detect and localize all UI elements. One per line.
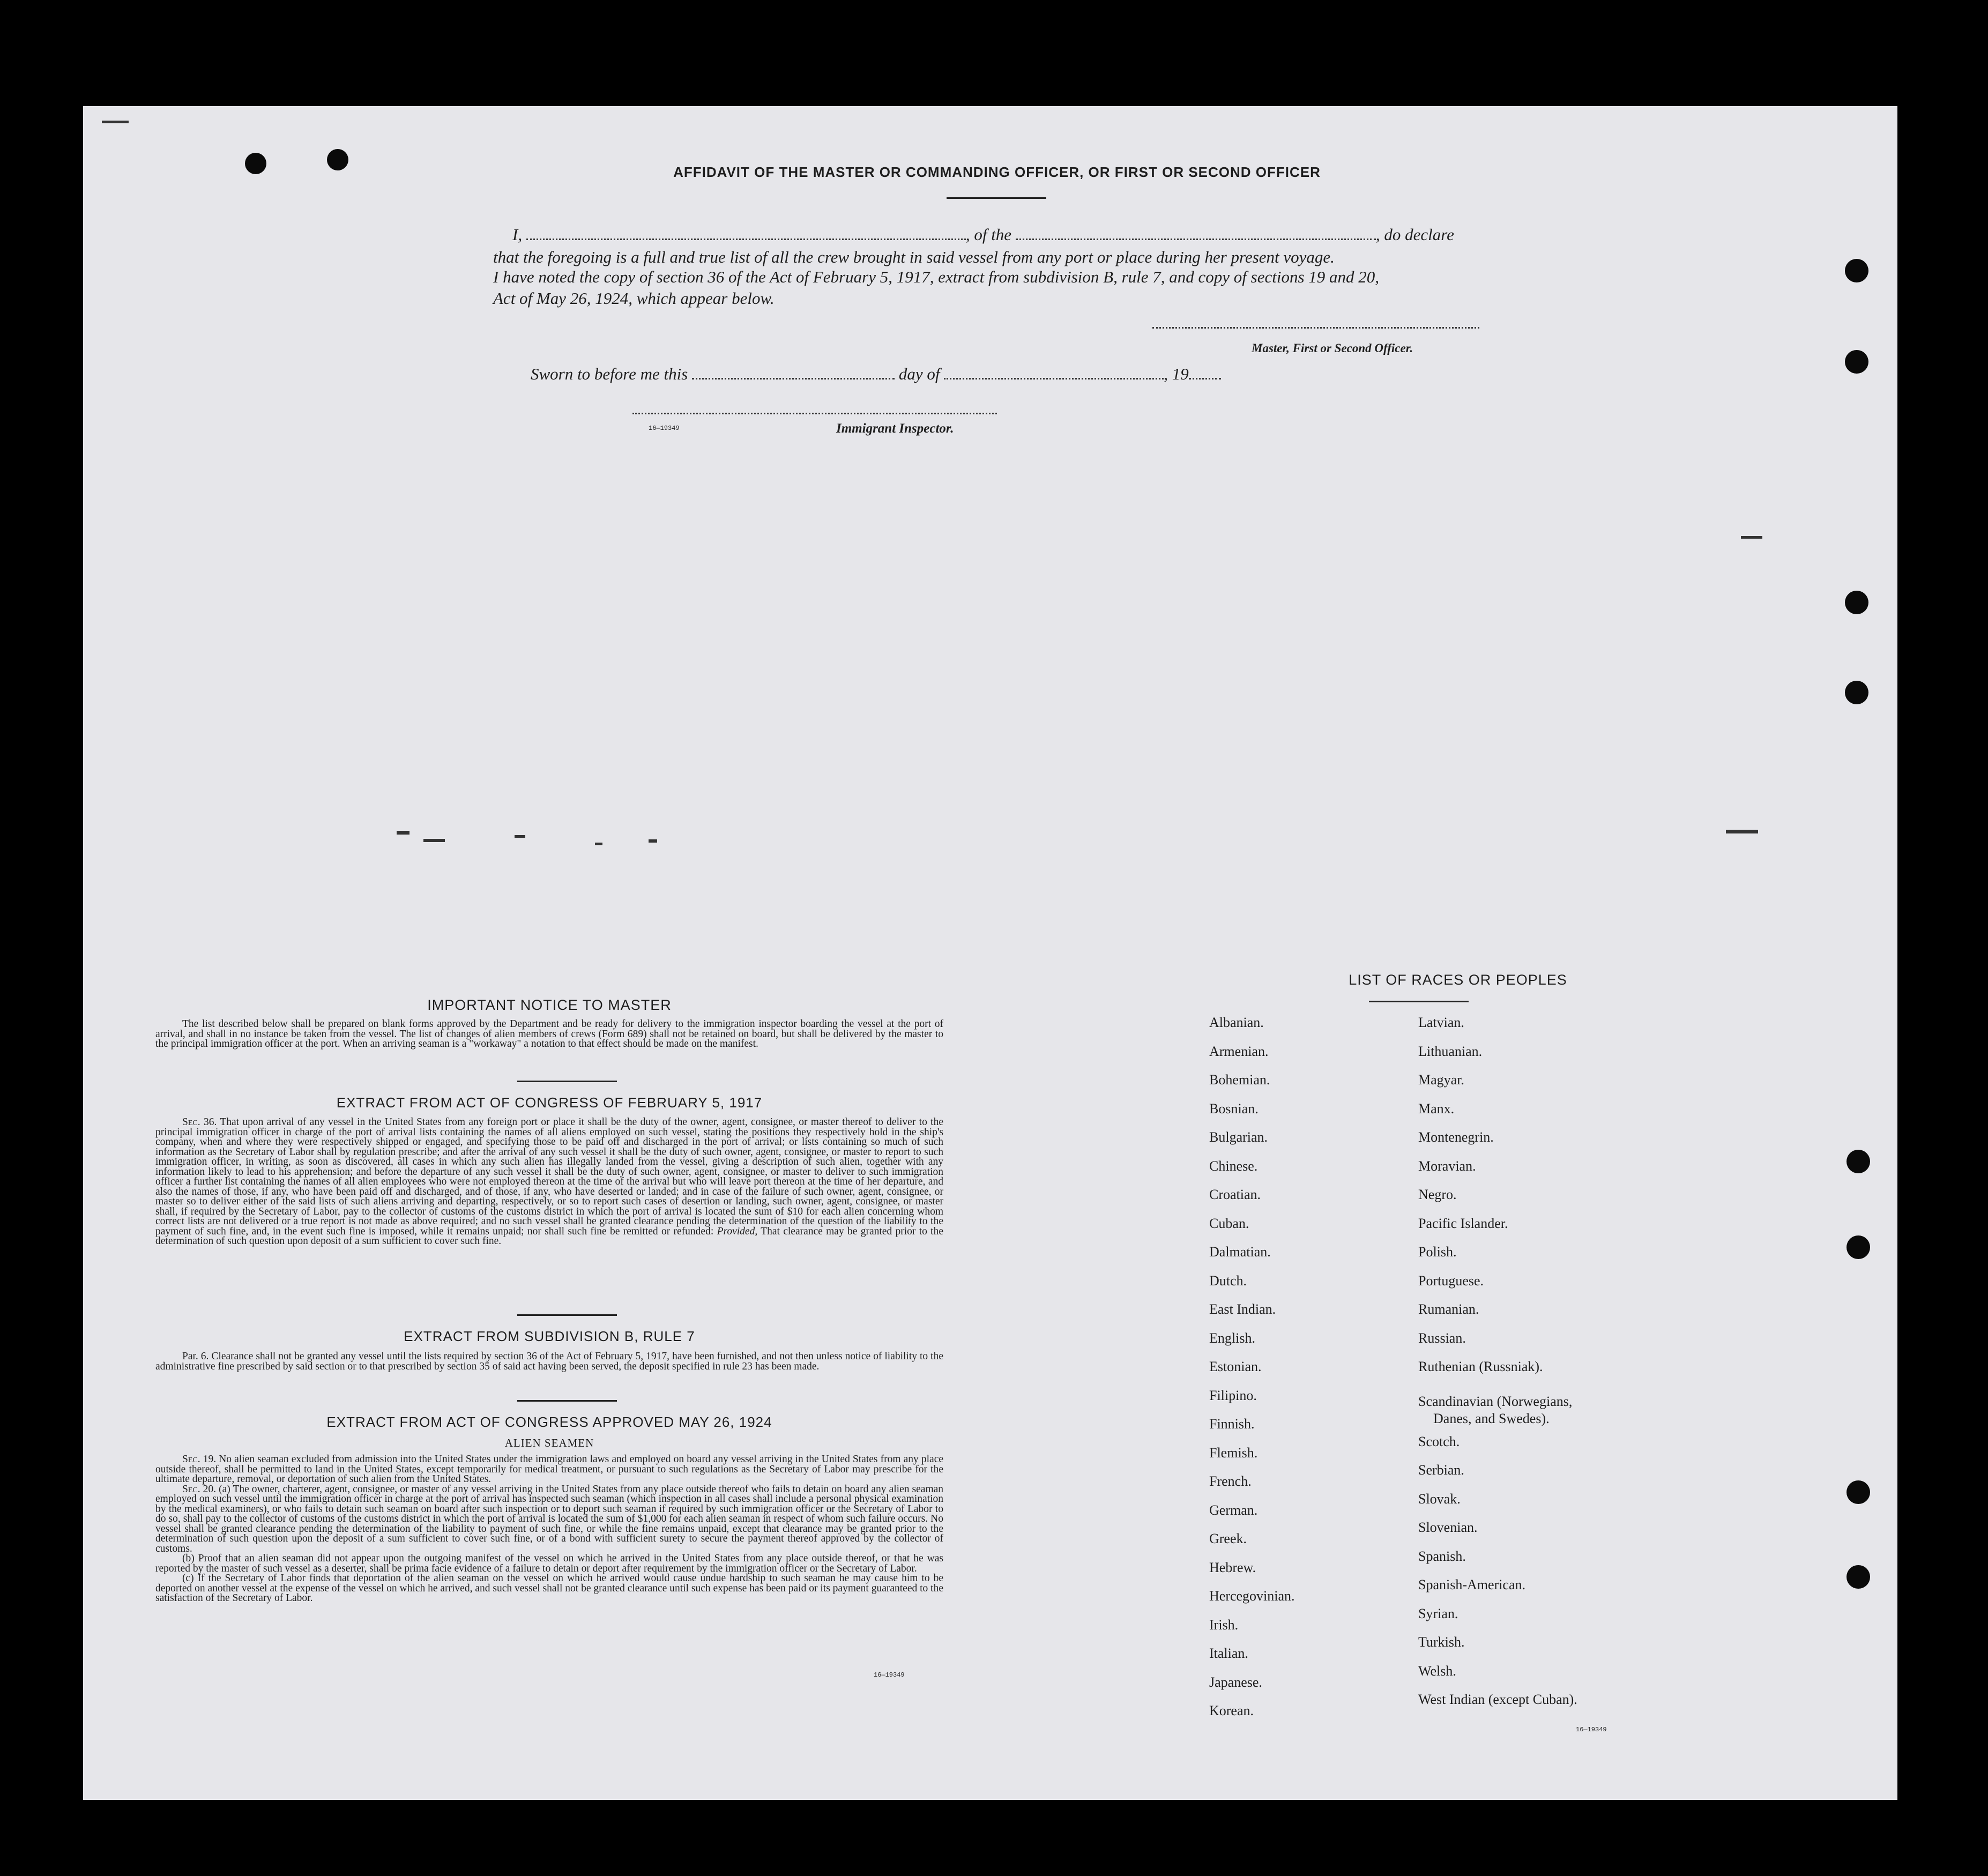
sec19-label: Sec. 19.	[182, 1454, 217, 1465]
race-item: Irish.	[1209, 1617, 1239, 1633]
declarant-prefix: I,	[512, 225, 523, 244]
races-rule	[1369, 1001, 1469, 1002]
vessel-name-field[interactable]	[1016, 239, 1376, 240]
sec36-text: That upon arrival of any vessel in the United States from any foreign port or place it shall be the duty of the owner, agent, consignee, or master thereof to deliver to the principal immigration officer in charge of the port of arrival lists containing the names of all aliens employed on such vessel, stating the positions they respectively hold in the ship's company, when and where they were respectively shipped or engaged, and specifying those to be paid off and discharged in the port of arrival; or lists containing so much of such information as the Secretary of Labor shall by regulation prescribe; and after the arrival of any such vessel it shall be the duty of such owner, agent, consignee, or master to report to such immigration officer, in writing, as soon as discovered, all cases in which any such alien has illegally landed from the vessel, giving a description of such alien, together with any information likely to lead to his apprehension; and before the departure of any such vessel it shall be the duty of such owner, agent, consignee, or master to deliver to such immigration officer a further list containing the names of all alien employees who were not employed thereon at the time of the arrival but who will leave port thereon at the time of her departure, and also the names of those, if any, who have been paid off and discharged, and of those, if any, who have deserted or landed; and in case of the failure of such owner, agent, consignee, or master so to deliver either of the said lists of such aliens arriving and departing, respectively, or so to report such cases of desertion or landing, such owner, agent, consignee, or master shall, if required by the Secretary of Labor, pay to the collector of customs of the customs district in which the port of arrival is located the sum of $10 for each alien concerning whom correct lists are not delivered or a true report is not made as above required; and no such vessel shall be granted clearance pending the determination of the question of the liability to the payment of such fine, and, in the event such fine is imposed, while it remains unpaid; nor shall such fine be remitted or refunded:	[155, 1116, 943, 1237]
form-code: 16—19349	[649, 425, 680, 432]
race-item: Pacific Islander.	[1418, 1215, 1508, 1231]
race-item: Bosnian.	[1209, 1100, 1259, 1116]
par6-text: Par. 6. Clearance shall not be granted any vessel until the lists required by section 36 of the Act of February 5, 1917, have been furnished, and not then unless notice of liability to the administrative fine prescribed by said section or to that prescribed by section 35 of said act having been served, the deposit specified in rule 23 has been made.	[155, 1351, 943, 1372]
race-item: Albanian.	[1209, 1015, 1264, 1030]
races-column-1	[1209, 1015, 1295, 1732]
sec19-text: No alien seaman excluded from admission into the United States under the immigration laws and employed on board any vessel arriving in the United States from any place outside thereof, shall be permitted to land in the United States, except temporarily for medical treatment, or pursuant to such regulations as the Secretary of Labor may prescribe for the ultimate departure, removal, or deportation of such alien from the United States.	[155, 1454, 943, 1485]
race-item: Magyar.	[1418, 1072, 1464, 1088]
race-item: Latvian.	[1418, 1015, 1464, 1030]
race-item: Turkish.	[1418, 1634, 1465, 1650]
race-item: Cuban.	[1209, 1215, 1249, 1231]
scan-speck	[1741, 536, 1762, 539]
extract3-code: 16—19349	[874, 1671, 905, 1679]
scan-speck	[515, 835, 525, 838]
race-item: Welsh.	[1418, 1663, 1456, 1679]
races-code: 16—19349	[1576, 1726, 1607, 1733]
of-the-label: , of the	[965, 225, 1012, 244]
race-item: Danes, and Swedes).	[1433, 1410, 1550, 1426]
race-item: Montenegrin.	[1418, 1129, 1494, 1145]
race-item: Spanish.	[1418, 1548, 1466, 1564]
notice-paragraph: The list described below shall be prepared on blank forms approved by the Department and be ready for delivery to the immigration inspector boarding the vessel at the port of arrival, and shall in no instance be taken from the vessel. The list of changes of alien members of crews (Form 689) shall not be retained on board, but shall be delivered by the master to the principal immigration officer at the port. When an arriving seaman is a "workaway" a notation to that effect should be made on the manifest.	[155, 1018, 943, 1049]
affidavit-declaration-line	[493, 224, 1501, 245]
race-item: Dalmatian.	[1209, 1244, 1271, 1260]
races-title: LIST OF RACES OR PEOPLES	[1349, 972, 1567, 988]
race-item: Bohemian.	[1209, 1072, 1270, 1088]
extract1-text	[155, 1118, 943, 1247]
race-item: Hebrew.	[1209, 1559, 1256, 1575]
declarant-name-field[interactable]	[526, 239, 966, 240]
notice-text	[155, 1019, 943, 1049]
punch-hole	[1845, 259, 1868, 282]
race-item: Portuguese.	[1418, 1272, 1484, 1289]
section-rule	[517, 1314, 617, 1316]
race-item: Moravian.	[1418, 1158, 1476, 1174]
punch-hole	[327, 149, 348, 170]
sec20c-text: (c) If the Secretary of Labor finds that deportation of the alien seaman on the vessel on which he arrived would cause undue hardship to such seaman he may cause him to be deported on another vessel at the expense of the vessel on which he arrived, and such vessel shall not be granted clearance until such expense has been paid or its payment guaranteed to the satisfaction of the Secretary of Labor.	[155, 1573, 943, 1604]
race-item: French.	[1209, 1473, 1252, 1489]
section-rule	[517, 1081, 617, 1082]
race-item: Slovak.	[1418, 1491, 1461, 1507]
extract3-subtitle: ALIEN SEAMEN	[504, 1436, 594, 1449]
sec20-label: Sec. 20.	[182, 1483, 217, 1495]
race-item: Croatian.	[1209, 1187, 1261, 1202]
race-item: Spanish-American.	[1418, 1577, 1526, 1592]
race-item: Dutch.	[1209, 1272, 1247, 1289]
race-item: Scotch.	[1418, 1433, 1460, 1449]
year-prefix-label: , 19	[1164, 364, 1189, 383]
race-item: Ruthenian (Russniak).	[1418, 1359, 1543, 1374]
do-declare-label: , do declare	[1375, 225, 1454, 244]
extract1-title: EXTRACT FROM ACT OF CONGRESS OF FEBRUARY 5, 1917	[336, 1095, 763, 1111]
sworn-month-field[interactable]	[944, 378, 1164, 379]
scan-speck	[595, 843, 602, 845]
race-item: German.	[1209, 1502, 1258, 1518]
race-item: Finnish.	[1209, 1416, 1255, 1432]
race-item: Negro.	[1418, 1187, 1457, 1202]
punch-hole	[1846, 1565, 1870, 1589]
race-item: Syrian.	[1418, 1605, 1458, 1621]
extract3-text	[155, 1455, 943, 1604]
race-item: Chinese.	[1209, 1158, 1258, 1174]
title-rule	[947, 197, 1046, 199]
notice-title: IMPORTANT NOTICE TO MASTER	[427, 997, 672, 1013]
extract3-title: EXTRACT FROM ACT OF CONGRESS APPROVED MAY 26, 1924	[326, 1414, 772, 1430]
race-item: Rumanian.	[1418, 1301, 1479, 1317]
inspector-label: Immigrant Inspector.	[836, 421, 954, 436]
sworn-label: Sworn to before me this	[531, 364, 688, 383]
affidavit-line-4: Act of May 26, 1924, which appear below.	[493, 289, 775, 308]
affidavit-line-3: I have noted the copy of section 36 of the Act of February 5, 1917, extract from subdivision B, rule 7, and copy of sections 19 and 20,	[493, 267, 1380, 286]
punch-hole	[1846, 1150, 1870, 1173]
race-item: Flemish.	[1209, 1445, 1258, 1461]
master-signature-field[interactable]	[1152, 327, 1479, 329]
sworn-year-field[interactable]	[1189, 378, 1221, 379]
race-item: Hercegovinian.	[1209, 1588, 1295, 1604]
scan-speck	[649, 839, 657, 843]
races-column-2	[1418, 1015, 1577, 1721]
race-item: Korean.	[1209, 1703, 1254, 1718]
scan-speck	[1726, 830, 1758, 833]
punch-hole	[1846, 1235, 1870, 1259]
race-item: Scandinavian (Norwegians,	[1418, 1393, 1573, 1409]
race-item: Slovenian.	[1418, 1520, 1478, 1535]
race-item: English.	[1209, 1330, 1255, 1346]
punch-hole	[1845, 350, 1868, 374]
provided-label: Provided,	[717, 1225, 758, 1237]
day-of-label: day of	[898, 364, 940, 383]
affidavit-title: AFFIDAVIT OF THE MASTER OR COMMANDING OFFICER, OR FIRST OR SECOND OFFICER	[673, 164, 1321, 180]
race-item: Italian.	[1209, 1646, 1248, 1661]
punch-hole	[1845, 591, 1868, 614]
race-item: Polish.	[1418, 1244, 1457, 1260]
race-item: West Indian (except Cuban).	[1418, 1692, 1577, 1707]
race-item: Bulgarian.	[1209, 1129, 1268, 1145]
race-item: East Indian.	[1209, 1301, 1276, 1317]
race-item: Manx.	[1418, 1100, 1455, 1116]
race-item: Russian.	[1418, 1330, 1466, 1346]
scan-speck	[102, 121, 129, 123]
sec20a-text: (a) The owner, charterer, agent, consignee, or master of any vessel arriving in the United States from any place outside thereof who fails to detain on board any alien seaman employed on such vessel until the immigration officer in charge at the port of arrival has inspected such seaman (which inspection in all cases shall include a personal physical examination by the medical examiners), or who fails to detain such seaman on board after such inspection or to deport such seaman if required by such immigration officer or the Secretary of Labor to do so, shall pay to the collector of customs of the customs district in which the port of arrival is located the sum of $1,000 for each alien seaman in respect of whom such failure occurs. No vessel shall be granted clearance pending the determination of the liability to payment of such fine, or while the fine remains unpaid, except that clearance may be granted prior to the determination of such question upon the deposit of a sum sufficient to cover such fine, or of a bond with sufficient surety to secure the payment thereof approved by the collector of customs.	[155, 1483, 944, 1554]
sec20b-text: (b) Proof that an alien seaman did not appear upon the outgoing manifest of the vessel on which he arrived in the United States from any place outside thereof, or that he was reported by the master of such vessel as a deserter, shall be prima facie evidence of a failure to detain or deport after requirement by the immigration officer or the Secretary of Labor.	[155, 1553, 943, 1574]
race-item: Armenian.	[1209, 1043, 1269, 1059]
extract2-title: EXTRACT FROM SUBDIVISION B, RULE 7	[404, 1328, 695, 1344]
sworn-day-field[interactable]	[692, 378, 895, 379]
inspector-signature-field[interactable]	[632, 413, 997, 414]
race-item: Serbian.	[1418, 1462, 1464, 1478]
master-signature-label: Master, First or Second Officer.	[1252, 341, 1413, 355]
scan-speck	[397, 831, 409, 835]
sec36-text-end: That clearance may be granted prior to the determination of such question upon deposit of a sum sufficient to cover such fine.	[155, 1225, 944, 1247]
extract2-text	[155, 1352, 943, 1372]
scan-speck	[423, 839, 445, 842]
section-rule	[517, 1400, 617, 1402]
sworn-line	[531, 363, 1335, 385]
race-item: Filipino.	[1209, 1387, 1257, 1403]
race-item: Estonian.	[1209, 1359, 1262, 1374]
sec36-label: Sec. 36.	[182, 1116, 217, 1128]
punch-hole	[245, 153, 266, 174]
punch-hole	[1846, 1480, 1870, 1504]
race-item: Japanese.	[1209, 1674, 1262, 1690]
race-item: Greek.	[1209, 1531, 1247, 1546]
punch-hole	[1845, 681, 1868, 704]
affidavit-line-2: that the foregoing is a full and true list of all the crew brought in said vessel from any port or place during her present voyage.	[493, 248, 1335, 266]
race-item: Lithuanian.	[1418, 1043, 1483, 1059]
